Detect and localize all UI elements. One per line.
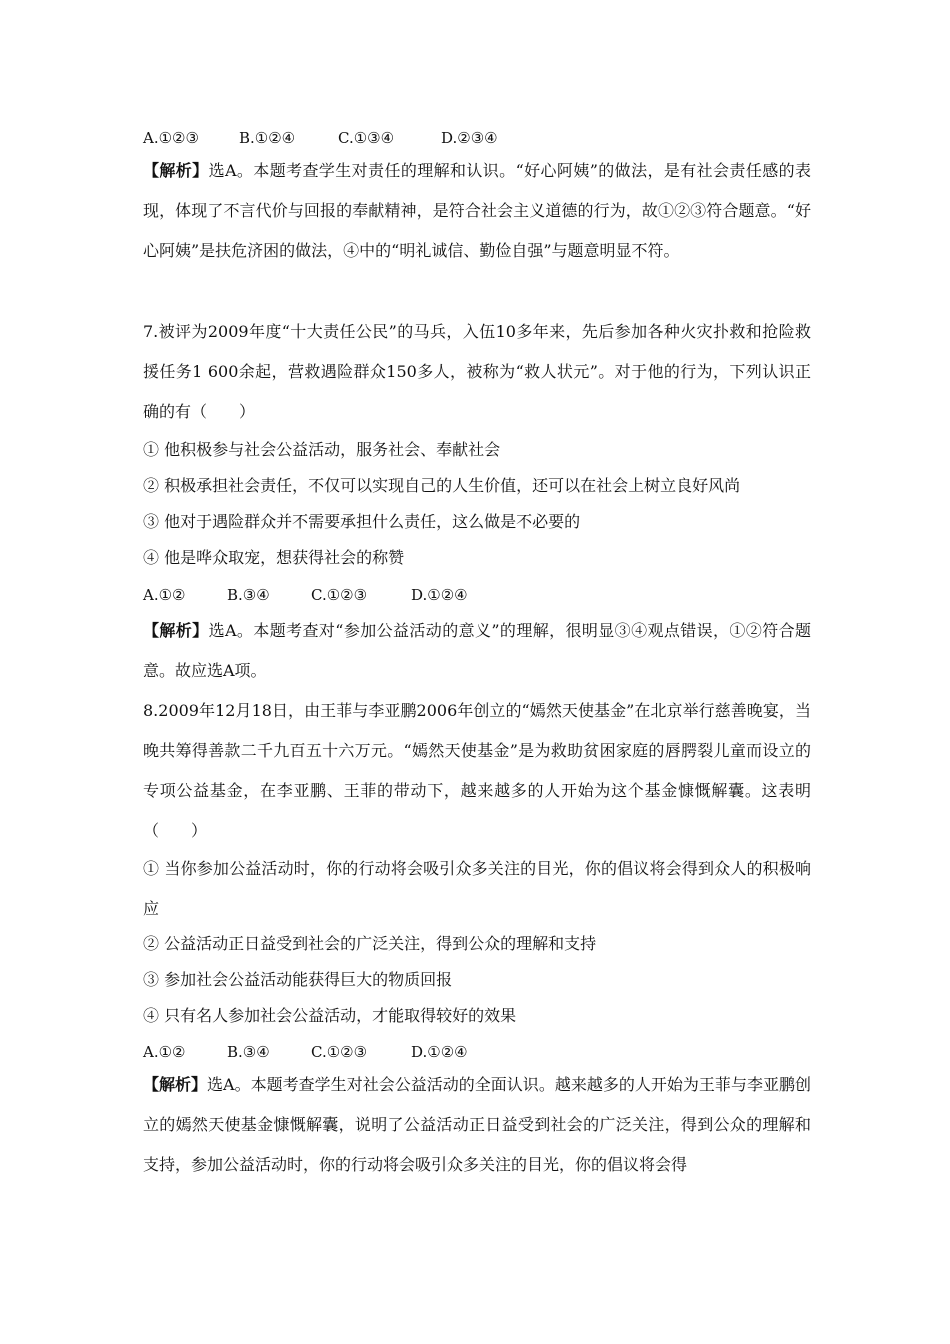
q8-options	[143, 1037, 468, 1067]
q8-option-b: B.③④	[227, 1043, 270, 1061]
q6-analysis-text: 选A。本题考查学生对责任的理解和认识。“好心阿姨”的做法，是有社会责任感的表现，体现了不言代价与回报的奉献精神，是符合社会主义道德的行为，故①②③符合题意。“好心阿姨”是扶危济困的做法，④中的“明礼诚信、勤俭自强”与题意明显不符。	[143, 161, 811, 260]
q7-item-1: ① 他积极参与社会公益活动，服务社会、奉献社会	[143, 440, 501, 459]
q7-option-b: B.③④	[227, 586, 270, 604]
q7-options	[143, 580, 468, 610]
q8-analysis-text: 选A。本题考查学生对社会公益活动的全面认识。越来越多的人开始为王菲与李亚鹏创立的嫣然天使基金慷慨解囊，说明了公益活动正日益受到社会的广泛关注，得到公众的理解和支持，参加公益活动时，你的行动将会吸引众多关注的目光，你的倡议将会得	[143, 1075, 811, 1174]
q8-item-1: ① 当你参加公益活动时，你的行动将会吸引众多关注的目光，你的倡议将会得到众人的积极响应	[143, 859, 811, 918]
q6-option-d: D.②③④	[441, 129, 498, 147]
q8-option-a: A.①②	[143, 1043, 186, 1061]
q8-analysis	[143, 1065, 811, 1185]
q8-stem: 8.2009年12月18日，由王菲与李亚鹏2006年创立的“嫣然天使基金”在北京举行慈善晚宴，当晚共筹得善款二千九百五十六万元。“嫣然天使基金”是为救助贫困家庭的唇腭裂儿童而设立的专项公益基金，在李亚鹏、王菲的带动下，越来越多的人开始为这个基金慷慨解囊。这表明（ ）	[143, 701, 811, 840]
q8-item-4: ④ 只有名人参加社会公益活动，才能取得较好的效果	[143, 1006, 517, 1025]
q7-item-4: ④ 他是哗众取宠，想获得社会的称赞	[143, 548, 405, 567]
q7-option-a: A.①②	[143, 586, 186, 604]
q6-analysis-tag: 【解析】	[143, 161, 209, 180]
q7-item-3: ③ 他对于遇险群众并不需要承担什么责任，这么做是不必要的	[143, 512, 581, 531]
q7-analysis-text: 选A。本题考查对“参加公益活动的意义”的理解，很明显③④观点错误，①②符合题意。故应选A项。	[143, 621, 811, 680]
q7-stem: 7.被评为2009年度“十大责任公民”的马兵，入伍10多年来，先后参加各种火灾扑救和抢险救援任务1 600余起，营救遇险群众150多人，被称为“救人状元”。对于他的行为，下列认识正确的有（ ）	[143, 322, 811, 421]
q7-analysis	[143, 611, 811, 691]
q8-option-c: C.①②③	[311, 1043, 368, 1061]
q7-analysis-tag: 【解析】	[143, 621, 209, 640]
q7-option-d: D.①②④	[411, 586, 468, 604]
q6-option-c: C.①③④	[338, 129, 395, 147]
q6-analysis	[143, 151, 811, 271]
q7-item-2: ② 积极承担社会责任，不仅可以实现自己的人生价值，还可以在社会上树立良好风尚	[143, 476, 741, 495]
q8-item-2: ② 公益活动正日益受到社会的广泛关注，得到公众的理解和支持	[143, 934, 597, 953]
q8-item-3: ③ 参加社会公益活动能获得巨大的物质回报	[143, 970, 453, 989]
q8-option-d: D.①②④	[411, 1043, 468, 1061]
q6-options	[143, 123, 498, 153]
q6-option-b: B.①②④	[239, 129, 296, 147]
q7-option-c: C.①②③	[311, 586, 368, 604]
q6-option-a: A.①②③	[143, 129, 199, 147]
q8-analysis-tag: 【解析】	[143, 1075, 208, 1094]
